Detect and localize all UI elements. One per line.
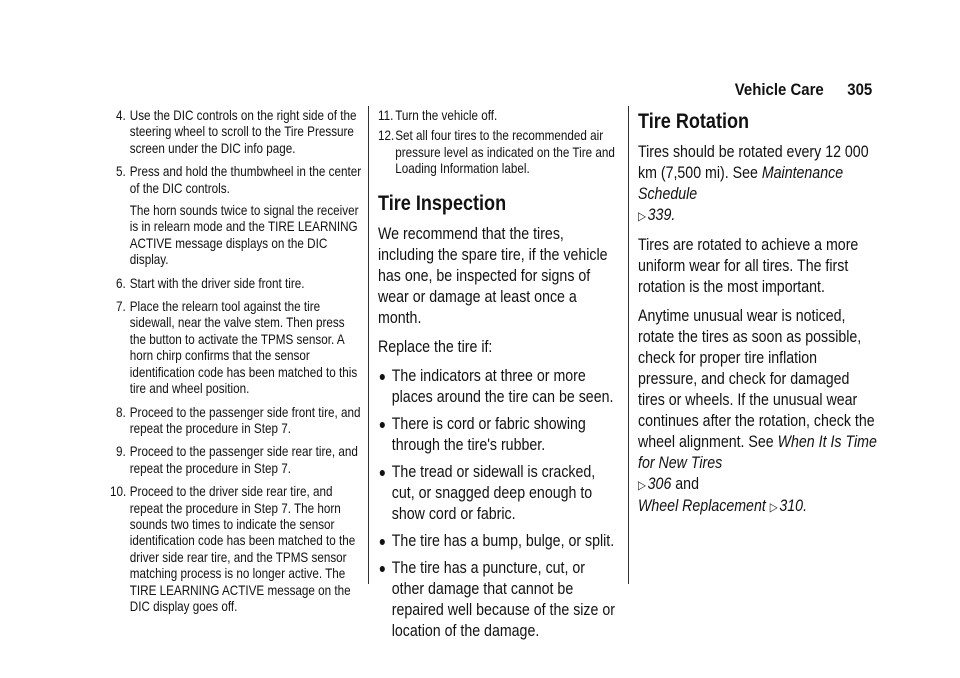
page-ref[interactable]: 310 <box>779 497 804 515</box>
bullet-icon <box>380 422 385 428</box>
procedure-steps-continued <box>378 108 619 178</box>
bullet-text: The tire has a puncture, cut, or other damage that cannot be repaired well because of the size or location of the damage. <box>391 558 615 640</box>
rotation-paragraph-3 <box>638 306 877 518</box>
column-2 <box>378 108 620 648</box>
list-item <box>378 366 619 408</box>
step-number: 10. <box>109 484 127 500</box>
step-item <box>116 405 361 438</box>
bullet-text: The tread or sidewall is cracked, cut, or snagged deep enough to show cord or fabric. <box>391 462 596 523</box>
step-number: 11. <box>378 108 394 123</box>
maintenance-schedule-link[interactable]: Maintenance Schedule ▷ 339. <box>638 164 844 224</box>
page-ref-arrow-icon: ▷ <box>638 478 646 492</box>
step-text: Turn the vehicle off. <box>395 108 498 123</box>
page-header <box>735 80 872 100</box>
rotation-paragraph-1 <box>638 142 877 227</box>
procedure-steps <box>109 108 362 615</box>
column-3 <box>638 108 878 526</box>
bullet-icon <box>380 470 385 476</box>
replace-conditions <box>378 366 619 642</box>
step-text: Proceed to the passenger side front tire, and repeat the procedure in Step 7. <box>129 404 361 436</box>
step-text: Proceed to the driver side rear tire, and repeat the procedure in Step 7. The horn sounds two times to indicate the sensor identification code has been matched to the driver side rear tire, and the TPMS sensor matching process is no longer active. The TIRE LEARNING ACTIVE message on the DIC display goes off. <box>129 484 356 614</box>
step-number: 8. <box>116 404 126 420</box>
step-number: 9. <box>116 444 126 460</box>
inspection-body <box>378 224 619 642</box>
step-text: Set all four tires to the recommended air pressure level as indicated on the Tire and Loading Information label. <box>395 128 615 177</box>
rotation-paragraph-2: Tires are rotated to achieve a more uniform wear for all tires. The first rotation is the most important. <box>638 236 859 296</box>
step-item <box>378 108 619 124</box>
replace-lead: Replace the tire if: <box>378 337 493 356</box>
section-heading: Tire Rotation <box>638 110 750 133</box>
step-item <box>116 444 361 477</box>
step-text: Press and hold the thumbwheel in the center of the DIC controls. <box>129 164 362 196</box>
bullet-icon <box>380 539 385 545</box>
wheel-replacement-link[interactable]: Wheel Replacement ▷ 310. <box>638 497 808 515</box>
list-item <box>378 414 619 456</box>
step-item <box>116 299 361 397</box>
intro-paragraph: We recommend that the tires, including the spare tire, if the vehicle has one, be inspected for signs of wear or damage at least once a month. <box>378 224 608 327</box>
link-text[interactable]: Wheel Replacement <box>638 497 766 515</box>
step-number: 7. <box>116 299 126 315</box>
step-number: 5. <box>116 164 126 180</box>
column-divider <box>628 106 629 584</box>
step-number: 12. <box>378 128 395 144</box>
list-item <box>378 531 619 552</box>
bullet-text: The indicators at three or more places around the tire can be seen. <box>391 366 614 406</box>
column-divider <box>368 106 369 584</box>
step-item <box>116 108 361 157</box>
rotation-body <box>638 142 877 518</box>
paragraph-text: Anytime unusual wear is noticed, rotate the tires as soon as possible, check for proper tire inflation pressure, and check for damaged tires or wheels. If the unusual wear continues after the rotation, check the wheel alignment. See <box>638 307 875 451</box>
section-heading: Tire Inspection <box>378 191 507 215</box>
step-text: Start with the driver side front tire. <box>129 275 305 291</box>
step-item <box>378 128 619 177</box>
bullet-text: There is cord or fabric showing through the tire's rubber. <box>391 414 586 454</box>
link-text[interactable]: When It Is Time for New Tires <box>638 433 877 472</box>
step-text: Use the DIC controls on the right side of the steering wheel to scroll to the Tire Pressure screen under the DIC info page. <box>129 108 357 156</box>
page-ref[interactable]: 306 <box>647 475 672 493</box>
section-title: Vehicle Care <box>734 80 824 99</box>
step-number: 4. <box>116 108 126 123</box>
step-item <box>116 276 361 292</box>
bullet-text: The tire has a bump, bulge, or split. <box>391 531 615 550</box>
page-number: 305 <box>847 80 872 99</box>
link-text[interactable]: Maintenance Schedule <box>638 164 844 203</box>
step-item <box>116 164 361 268</box>
step-text: Proceed to the passenger side rear tire, and repeat the procedure in Step 7. <box>129 444 358 476</box>
column-1 <box>109 108 362 622</box>
step-note: The horn sounds twice to signal the receiver is in relearn mode and the TIRE LEARNING ACTIVE message displays on the DIC display. <box>129 203 359 268</box>
conjunction-text: and <box>675 475 699 493</box>
page-ref-arrow-icon: ▷ <box>769 500 778 514</box>
list-item <box>378 558 619 642</box>
step-number: 6. <box>116 275 126 291</box>
bullet-icon <box>380 566 385 572</box>
page-ref[interactable]: 339 <box>647 206 672 224</box>
page-ref-arrow-icon: ▷ <box>638 209 646 223</box>
step-item <box>109 484 361 615</box>
step-text: Place the relearn tool against the tire sidewall, near the valve stem. Then press the button to activate the TPMS sensor. A horn chirp confirms that the sensor identification code has been matched to this tire and wheel position. <box>129 299 358 397</box>
bullet-icon <box>380 374 385 380</box>
list-item <box>378 462 619 525</box>
paragraph-text: Tires should be rotated every 12 000 km (7,500 mi). See <box>638 143 869 182</box>
